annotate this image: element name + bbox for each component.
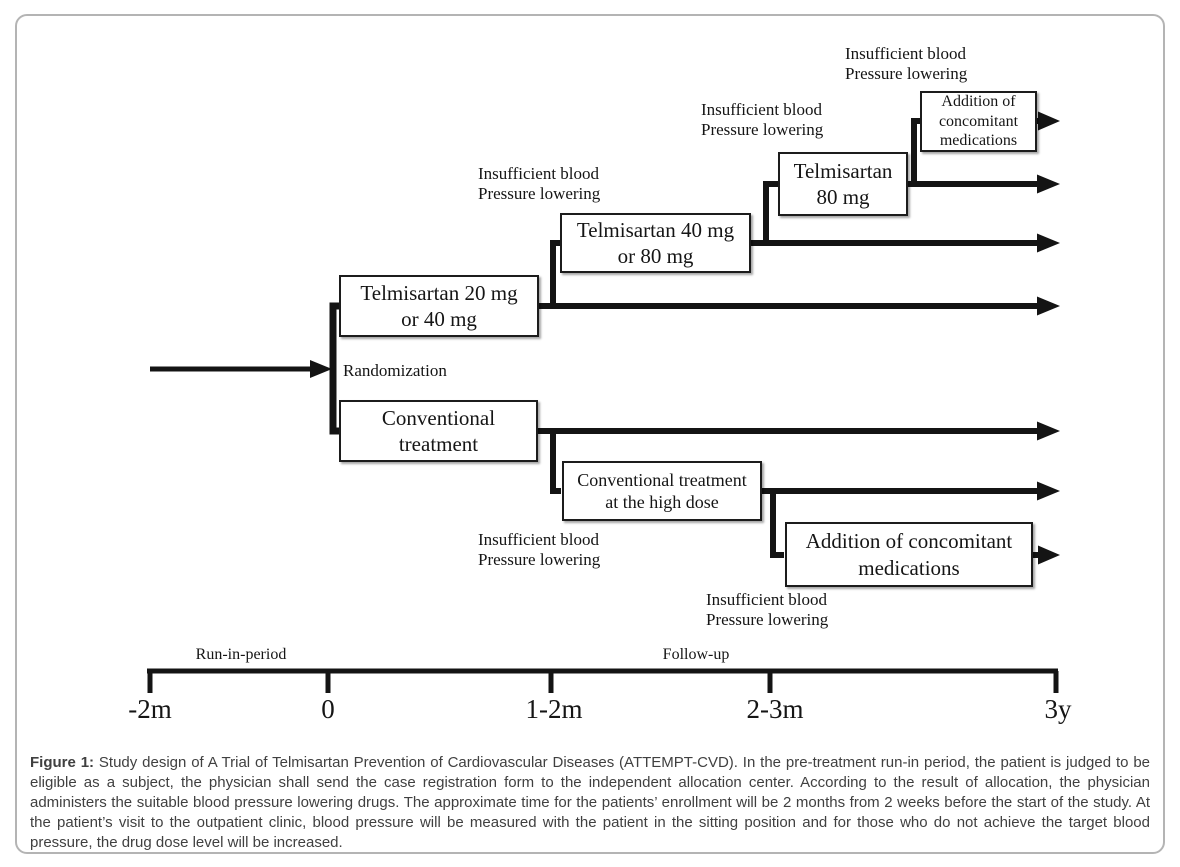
box-line: medications <box>939 132 1018 150</box>
arrow-telmisartan-40 <box>750 234 1060 253</box>
arrow-addition-bottom <box>1032 546 1060 565</box>
label-randomization: Randomization <box>343 361 447 380</box>
box-telmisartan-80 <box>778 152 908 216</box>
box-line: Telmisartan 20 mg <box>360 280 518 305</box>
box-line: Addition of <box>941 93 1016 111</box>
arrow-addition-top <box>1036 112 1060 131</box>
box-line: Addition of concomitant <box>805 529 1013 554</box>
figure-caption-text: Study design of A Trial of Telmisartan Prevention of Cardiovascular Diseases (ATTEMPT-CVD). In the pre-treatment run-in period, the patient is judged to be eligible as a subject, the physician shall send the case registration form to the independent allocation center. According to the result of allocation, the physician administers the suitable blood pressure lowering drugs. The approximate time for the patients’ enrollment will be 2 months from 2 weeks before the start of the study. At the patient’s visit to the outpatient clinic, blood pressure will be measured with the patient in the sitting position and for those who do not achieve the target blood pressure, the drug dose level will be increased. <box>30 754 1151 851</box>
figure-caption <box>30 753 1150 853</box>
box-line: medications <box>858 555 960 580</box>
arrow-conventional <box>537 422 1060 441</box>
timeline-axis <box>147 671 1058 693</box>
label-insufficient-bp-3: Insufficient blood Pressure lowering <box>478 164 601 204</box>
enrollment-arrow <box>150 360 332 378</box>
arrow-conventional-high <box>761 482 1060 501</box>
box-addition-concomitant-top <box>920 91 1037 152</box>
tick-label-2-3m: 2-3m <box>746 694 804 724</box>
label-run-in-period: Run-in-period <box>195 646 287 663</box>
box-telmisartan-20-40 <box>339 275 539 337</box>
riser-conventional-high <box>553 428 561 491</box>
box-conventional-high-dose <box>562 461 762 521</box>
tick-label-0: 0 <box>321 694 335 724</box>
box-addition-concomitant-bottom <box>785 522 1033 587</box>
box-line: concomitant <box>938 112 1019 130</box>
tick-label-3y: 3y <box>1044 694 1072 724</box>
tick-label-1-2m: 1-2m <box>525 694 583 724</box>
arrow-telmisartan-20 <box>538 297 1060 316</box>
arrow-telmisartan-80 <box>907 175 1060 194</box>
box-line: treatment <box>398 432 479 456</box>
tick-label-minus-2m: -2m <box>128 694 172 724</box>
box-line: Telmisartan 40 mg <box>576 217 735 242</box>
box-line: Conventional <box>381 405 496 430</box>
box-line: or 80 mg <box>617 244 694 268</box>
riser-addition-bottom <box>773 488 784 555</box>
label-insufficient-bp-4: Insufficient blood Pressure lowering <box>478 530 601 570</box>
label-follow-up: Follow-up <box>662 646 730 663</box>
box-line: Telmisartan <box>793 158 893 183</box>
label-insufficient-bp-2: Insufficient blood Pressure lowering <box>701 100 824 140</box>
box-line: or 40 mg <box>401 307 477 331</box>
box-line: 80 mg <box>816 185 870 209</box>
box-line: Conventional treatment <box>577 469 747 490</box>
label-insufficient-bp-1: Insufficient blood Pressure lowering <box>845 44 968 84</box>
box-conventional-treatment <box>339 400 538 462</box>
box-line: at the high dose <box>605 492 719 512</box>
figure-caption-number: Figure 1: <box>30 754 95 771</box>
label-insufficient-bp-5: Insufficient blood Pressure lowering <box>706 590 829 630</box>
box-telmisartan-40-80 <box>560 213 751 273</box>
